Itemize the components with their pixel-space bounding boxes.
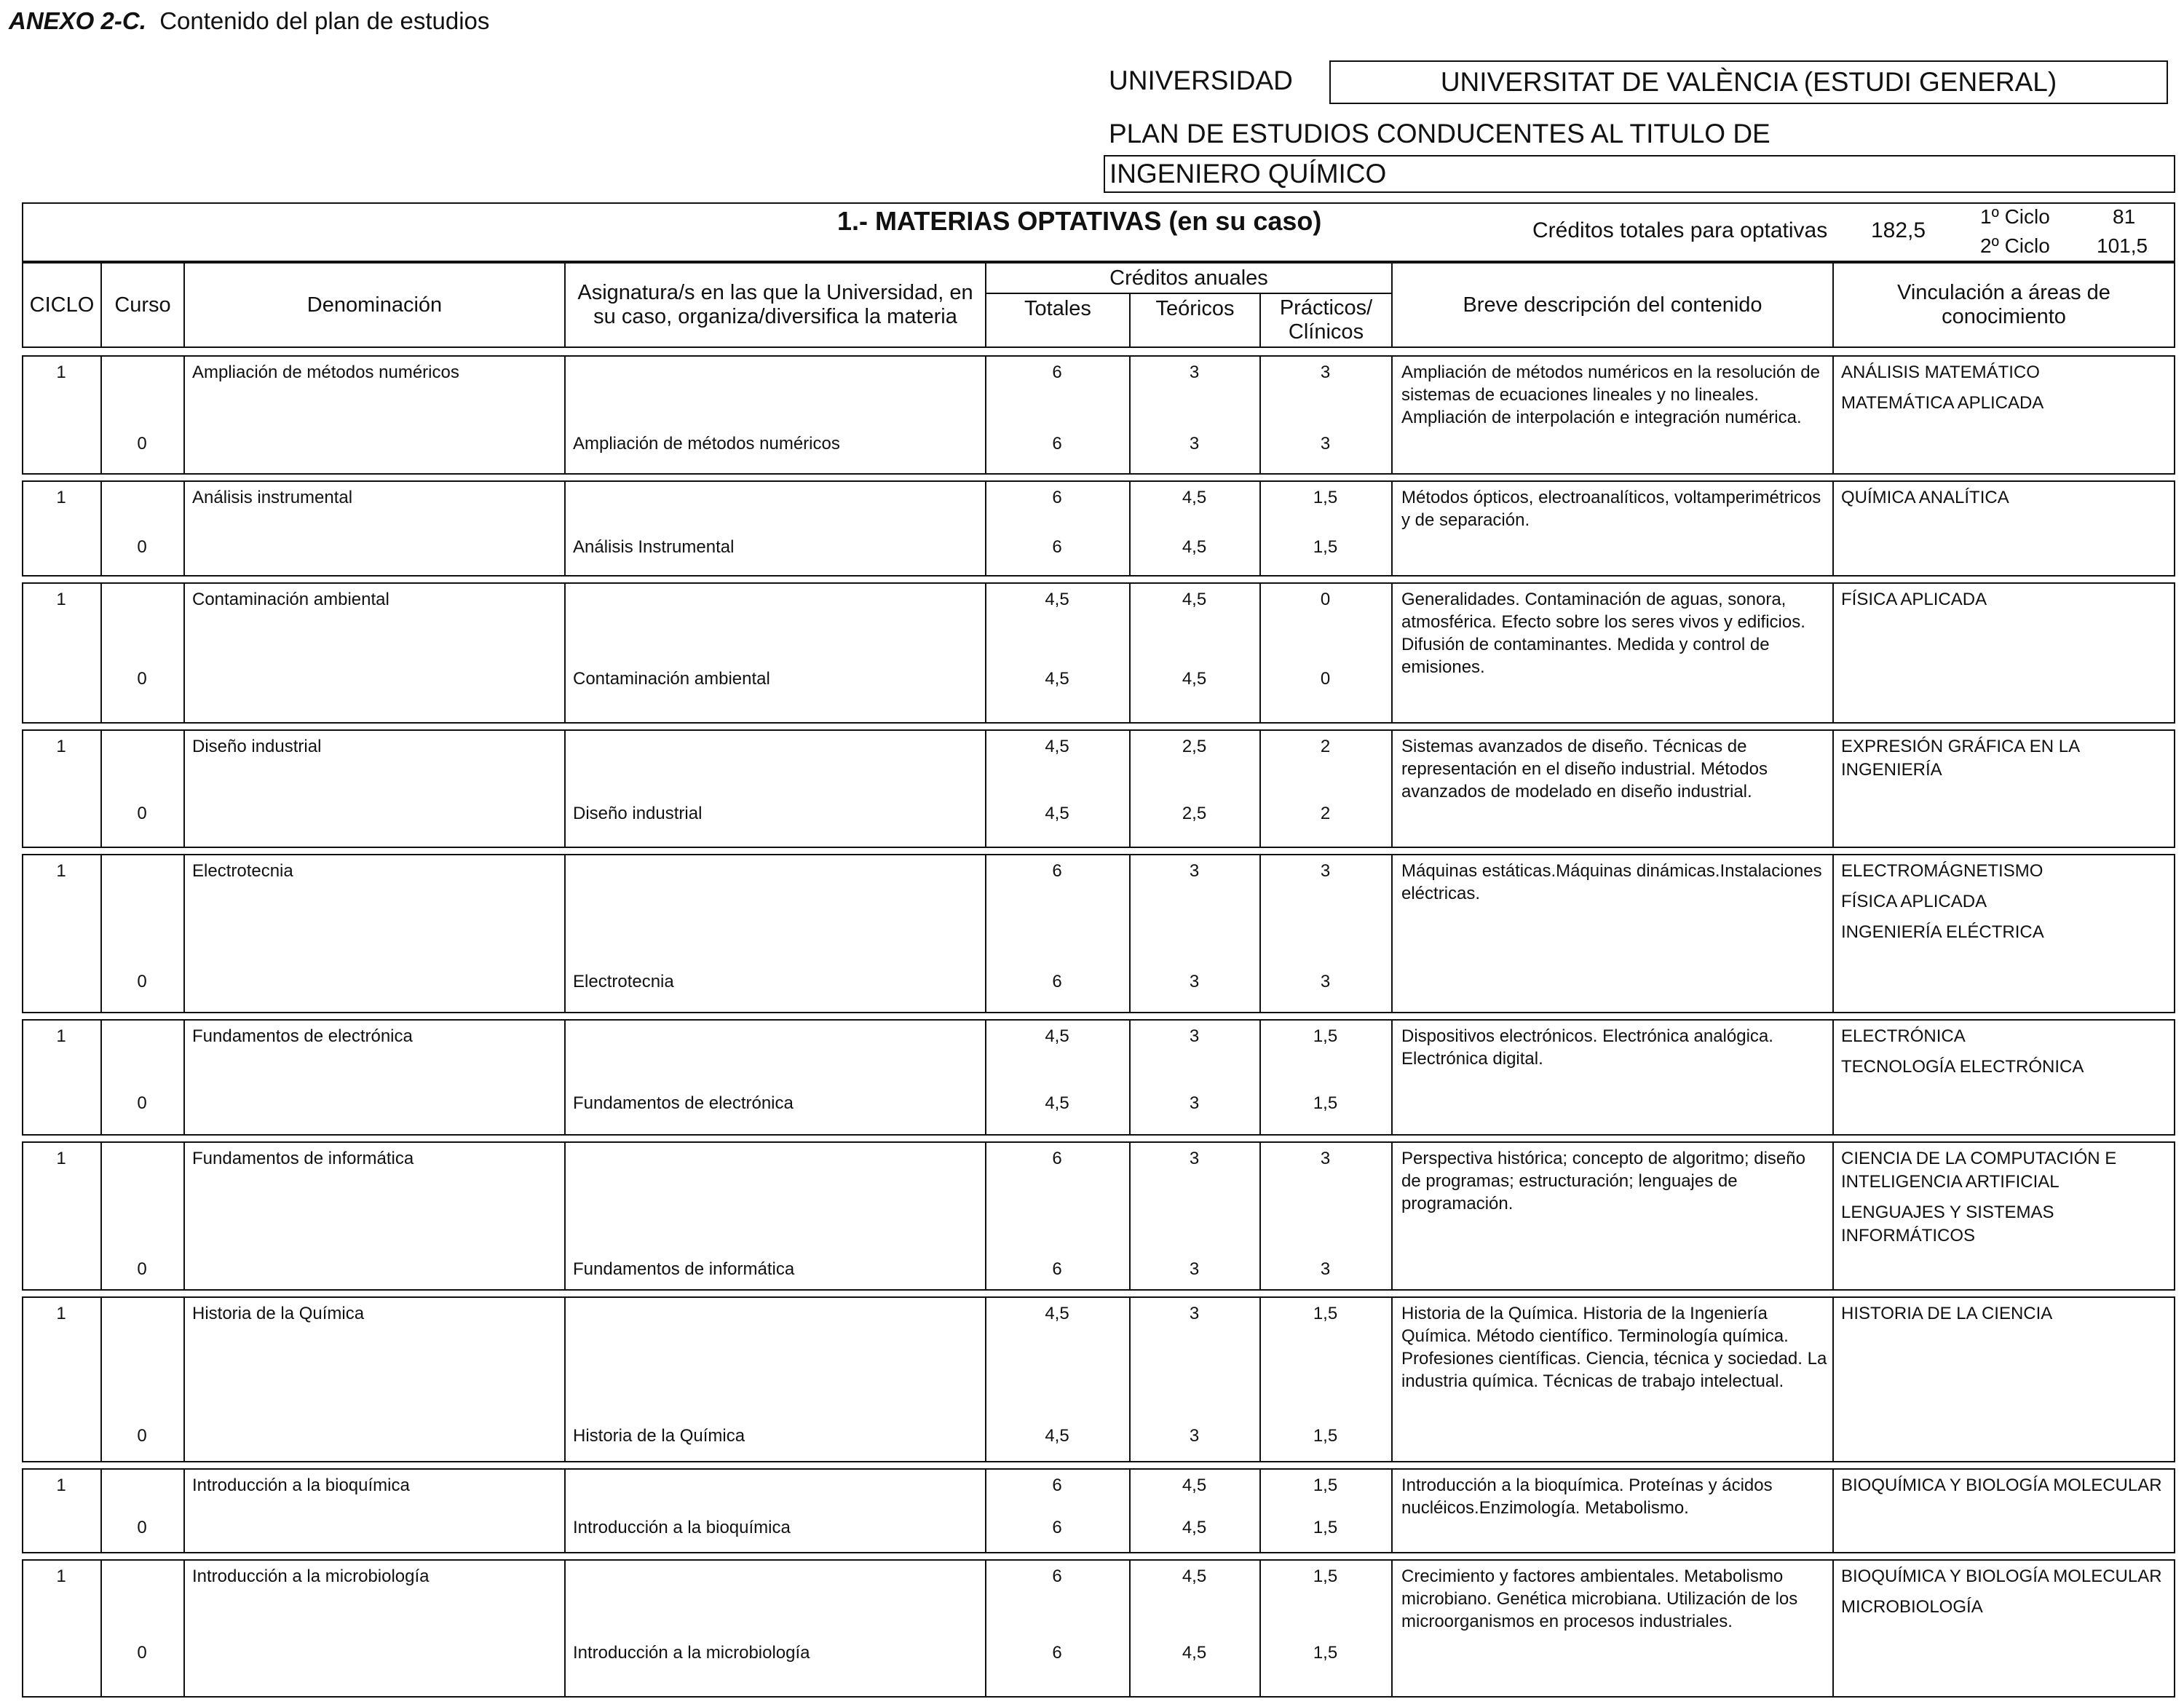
- area-item: ELECTRÓNICA: [1841, 1026, 1966, 1046]
- row-col-rule: [1391, 854, 1393, 1013]
- cell-asig-practicos: 1,5: [1313, 1643, 1338, 1663]
- cell-totales: 4,5: [1045, 1304, 1069, 1323]
- cell-materia: Fundamentos de informática: [192, 1149, 414, 1168]
- row-col-rule: [564, 582, 566, 724]
- row-col-rule: [183, 1296, 185, 1462]
- row-col-rule: [2174, 729, 2175, 848]
- area-item: LENGUAJES Y SISTEMAS INFORMÁTICOS: [1841, 1203, 2054, 1245]
- cell-totales: 6: [1052, 1567, 1062, 1586]
- annex-title: Contenido del plan de estudios: [159, 7, 490, 34]
- row-top-rule: [22, 1141, 2175, 1143]
- area-item: FÍSICA APLICADA: [1841, 892, 1987, 911]
- cell-totales: 6: [1052, 363, 1062, 382]
- row-bottom-rule: [22, 847, 2175, 848]
- row-col-rule: [1391, 1468, 1393, 1553]
- cell-curso: 0: [137, 1643, 147, 1663]
- row-top-rule: [22, 1468, 2175, 1470]
- cell-asig-practicos: 2: [1320, 804, 1331, 823]
- annex-heading: [9, 7, 489, 35]
- cell-asig-practicos: 1,5: [1313, 1426, 1338, 1446]
- cell-curso: 0: [137, 1093, 147, 1113]
- cell-materia: Ampliación de métodos numéricos: [192, 363, 459, 382]
- cell-asig-practicos: 1,5: [1313, 1093, 1338, 1113]
- cell-descripcion: Máquinas estáticas.Máquinas dinámicas.Instalaciones eléctricas.: [1401, 861, 1822, 903]
- cell-practicos: 1,5: [1313, 488, 1338, 507]
- cell-curso: 0: [137, 537, 147, 557]
- cell-teoricos: 4,5: [1182, 1567, 1207, 1586]
- row-col-rule: [564, 355, 566, 475]
- area-item: CIENCIA DE LA COMPUTACIÓN E INTELIGENCIA ARTIFICIAL: [1841, 1149, 2117, 1192]
- cell-materia: Análisis instrumental: [192, 488, 353, 507]
- row-col-rule: [1832, 854, 1834, 1013]
- col-denominacion: Denominación: [306, 293, 443, 317]
- cell-asignatura: Introducción a la microbiología: [573, 1643, 810, 1663]
- row-col-rule: [1391, 1296, 1393, 1462]
- cell-asig-teoricos: 3: [1189, 972, 1200, 991]
- cell-totales: 6: [1052, 1476, 1062, 1495]
- cell-asignatura: Análisis Instrumental: [573, 537, 735, 557]
- row-col-rule: [564, 854, 566, 1013]
- row-col-rule: [100, 480, 102, 577]
- cell-curso: 0: [137, 804, 147, 823]
- cell-curso: 0: [137, 972, 147, 991]
- cell-practicos: 3: [1320, 1149, 1331, 1168]
- row-col-rule: [1391, 582, 1393, 724]
- university-name: UNIVERSITAT DE VALÈNCIA (ESTUDI GENERAL): [1329, 60, 2168, 104]
- row-col-rule: [1391, 1019, 1393, 1136]
- cell-descripcion: Sistemas avanzados de diseño. Técnicas de representación en el diseño industrial. Métodos avanzados de modelado en diseño industrial.: [1401, 737, 1768, 801]
- cell-asig-totales: 4,5: [1045, 804, 1069, 823]
- col-descripcion: Breve descripción del contenido: [1463, 293, 1762, 317]
- row-col-rule: [183, 1468, 185, 1553]
- col-creditos: Créditos anuales: [1109, 266, 1268, 290]
- row-top-rule: [22, 1296, 2175, 1298]
- cell-asig-totales: 6: [1052, 972, 1062, 991]
- cell-practicos: 3: [1320, 363, 1331, 382]
- cell-descripcion: Generalidades. Contaminación de aguas, sonora, atmosférica. Efecto sobre los seres vivos y edificios. Difusión de contaminantes. Medida y control de emisiones.: [1401, 590, 1805, 677]
- cell-areas: [1841, 735, 2169, 789]
- cell-asig-practicos: 1,5: [1313, 537, 1338, 557]
- cell-practicos: 2: [1320, 737, 1331, 756]
- row-col-rule: [183, 729, 185, 848]
- col-teoricos: Teóricos: [1155, 296, 1235, 320]
- cell-descripcion: Historia de la Química. Historia de la Ingeniería Química. Método científico. Terminología química. Profesiones científicas. Ciencia, técnica y sociedad. La industria química. Técnicas de trabajo intelectual.: [1401, 1304, 1827, 1391]
- cell-asig-teoricos: 4,5: [1182, 537, 1207, 557]
- cell-teoricos: 4,5: [1182, 488, 1207, 507]
- cell-areas: [1841, 1565, 2169, 1626]
- row-col-rule: [2174, 1141, 2175, 1291]
- cell-practicos: 3: [1320, 861, 1331, 881]
- row-col-rule: [1832, 582, 1834, 724]
- row-col-rule: [564, 1468, 566, 1553]
- row-bottom-rule: [22, 1012, 2175, 1013]
- cycle1-value: 81: [2113, 205, 2136, 228]
- row-bottom-rule: [22, 722, 2175, 724]
- cell-asig-practicos: 3: [1320, 434, 1331, 454]
- row-col-rule: [1832, 729, 1834, 848]
- cell-totales: 4,5: [1045, 1026, 1069, 1046]
- cell-ciclo: 1: [56, 1567, 66, 1586]
- row-top-rule: [22, 355, 2175, 357]
- cell-asig-totales: 4,5: [1045, 1093, 1069, 1113]
- row-col-rule: [1832, 1468, 1834, 1553]
- col-vinculacion: Vinculación a áreas de conocimiento: [1897, 281, 2110, 328]
- cell-asig-totales: 4,5: [1045, 669, 1069, 689]
- row-col-rule: [183, 355, 185, 475]
- cell-ciclo: 1: [56, 363, 66, 382]
- cell-materia: Electrotecnia: [192, 861, 293, 881]
- cell-curso: 0: [137, 1426, 147, 1446]
- cell-materia: Historia de la Química: [192, 1304, 365, 1323]
- row-top-rule: [22, 729, 2175, 731]
- cycle2-label: 2º Ciclo: [1980, 234, 2050, 257]
- row-col-rule: [1391, 1559, 1393, 1698]
- section-title: 1.- MATERIAS OPTATIVAS (en su caso): [837, 206, 1322, 236]
- cell-totales: 4,5: [1045, 737, 1069, 756]
- cell-teoricos: 3: [1189, 1304, 1200, 1323]
- cell-teoricos: 2,5: [1182, 737, 1207, 756]
- row-col-rule: [100, 1468, 102, 1553]
- row-top-rule: [22, 1559, 2175, 1561]
- area-item: MICROBIOLOGÍA: [1841, 1597, 1983, 1617]
- row-col-rule: [2174, 1468, 2175, 1553]
- area-item: BIOQUÍMICA Y BIOLOGÍA MOLECULAR: [1841, 1567, 2162, 1586]
- cell-asig-practicos: 0: [1320, 669, 1331, 689]
- cell-practicos: 1,5: [1313, 1026, 1338, 1046]
- cell-areas: [1841, 1302, 2169, 1333]
- row-top-rule: [22, 480, 2175, 482]
- row-bottom-rule: [22, 1696, 2175, 1698]
- row-col-rule: [1832, 480, 1834, 577]
- row-col-rule: [183, 1559, 185, 1698]
- row-col-rule: [183, 1141, 185, 1291]
- row-col-rule: [1391, 729, 1393, 848]
- cell-areas: [1841, 588, 2169, 619]
- cell-asig-totales: 6: [1052, 1643, 1062, 1663]
- cell-asig-totales: 6: [1052, 1518, 1062, 1537]
- cell-areas: [1841, 361, 2169, 422]
- university-label: UNIVERSIDAD: [1109, 66, 1293, 95]
- area-item: ELECTROMÁGNETISMO: [1841, 861, 2043, 881]
- cell-asig-teoricos: 3: [1189, 1426, 1200, 1446]
- cell-asignatura: Historia de la Química: [573, 1426, 745, 1446]
- cell-ciclo: 1: [56, 1476, 66, 1495]
- cell-asig-teoricos: 3: [1189, 1259, 1200, 1279]
- cell-materia: Introducción a la microbiología: [192, 1567, 430, 1586]
- cell-areas: [1841, 1474, 2169, 1505]
- cell-totales: 6: [1052, 488, 1062, 507]
- row-col-rule: [1832, 1141, 1834, 1291]
- cell-asig-teoricos: 4,5: [1182, 669, 1207, 689]
- cell-practicos: 0: [1320, 590, 1331, 609]
- header-bottom-rule: [22, 346, 2175, 348]
- row-col-rule: [2174, 582, 2175, 724]
- row-col-rule: [100, 729, 102, 848]
- cell-totales: 4,5: [1045, 590, 1069, 609]
- cell-ciclo: 1: [56, 861, 66, 881]
- cell-ciclo: 1: [56, 488, 66, 507]
- row-col-rule: [1832, 355, 1834, 475]
- cell-ciclo: 1: [56, 1149, 66, 1168]
- row-col-rule: [1391, 355, 1393, 475]
- cell-curso: 0: [137, 434, 147, 454]
- cell-curso: 0: [137, 1518, 147, 1537]
- row-col-rule: [100, 1019, 102, 1136]
- cell-descripcion: Ampliación de métodos numéricos en la resolución de sistemas de ecuaciones lineales y no lineales. Ampliación de interpolación e integración numérica.: [1401, 363, 1820, 427]
- cell-materia: Fundamentos de electrónica: [192, 1026, 413, 1046]
- row-bottom-rule: [22, 1289, 2175, 1291]
- area-item: FÍSICA APLICADA: [1841, 590, 1987, 609]
- area-item: ANÁLISIS MATEMÁTICO: [1841, 363, 2040, 382]
- cell-asignatura: Contaminación ambiental: [573, 669, 770, 689]
- row-col-rule: [564, 729, 566, 848]
- cell-asig-teoricos: 3: [1189, 1093, 1200, 1113]
- row-bottom-rule: [22, 1461, 2175, 1462]
- area-item: QUÍMICA ANALÍTICA: [1841, 488, 2009, 507]
- row-col-rule: [564, 1296, 566, 1462]
- row-col-rule: [2174, 355, 2175, 475]
- cell-materia: Diseño industrial: [192, 737, 322, 756]
- row-col-rule: [1391, 480, 1393, 577]
- row-col-rule: [564, 1141, 566, 1291]
- cell-materia: Contaminación ambiental: [192, 590, 389, 609]
- cell-descripcion: Dispositivos electrónicos. Electrónica analógica. Electrónica digital.: [1401, 1026, 1773, 1069]
- cell-asignatura: Introducción a la bioquímica: [573, 1518, 791, 1537]
- cell-asig-teoricos: 4,5: [1182, 1518, 1207, 1537]
- annex-label: ANEXO 2-C.: [9, 7, 146, 34]
- area-item: EXPRESIÓN GRÁFICA EN LA INGENIERÍA: [1841, 737, 2079, 780]
- cell-teoricos: 4,5: [1182, 1476, 1207, 1495]
- cell-areas: [1841, 1147, 2169, 1255]
- row-col-rule: [2174, 1019, 2175, 1136]
- cell-areas: [1841, 1025, 2169, 1086]
- credits-total-label: Créditos totales para optativas: [1532, 218, 1828, 242]
- col-totales: Totales: [1024, 296, 1091, 320]
- col-practicos: Prácticos/ Clínicos: [1279, 296, 1373, 344]
- row-col-rule: [183, 582, 185, 724]
- row-bottom-rule: [22, 575, 2175, 577]
- row-col-rule: [183, 854, 185, 1013]
- cell-asignatura: Ampliación de métodos numéricos: [573, 434, 840, 454]
- cell-asignatura: Fundamentos de informática: [573, 1259, 795, 1279]
- row-col-rule: [183, 1019, 185, 1136]
- plan-label: PLAN DE ESTUDIOS CONDUCENTES AL TITULO DE: [1109, 119, 1770, 148]
- cell-teoricos: 4,5: [1182, 590, 1207, 609]
- col-asignatura: Asignatura/s en las que la Universidad, en su caso, organiza/diversifica la materia: [577, 281, 973, 328]
- cell-ciclo: 1: [56, 590, 66, 609]
- cell-teoricos: 3: [1189, 363, 1200, 382]
- row-col-rule: [564, 1559, 566, 1698]
- cell-asignatura: Fundamentos de electrónica: [573, 1093, 794, 1113]
- row-top-rule: [22, 582, 2175, 584]
- area-item: MATEMÁTICA APLICADA: [1841, 393, 2044, 413]
- cell-asig-practicos: 1,5: [1313, 1518, 1338, 1537]
- cell-practicos: 1,5: [1313, 1567, 1338, 1586]
- row-col-rule: [1832, 1296, 1834, 1462]
- row-top-rule: [22, 1019, 2175, 1021]
- cell-ciclo: 1: [56, 737, 66, 756]
- row-col-rule: [183, 480, 185, 577]
- cell-ciclo: 1: [56, 1026, 66, 1046]
- row-top-rule: [22, 854, 2175, 855]
- cell-asig-totales: 6: [1052, 1259, 1062, 1279]
- row-col-rule: [1832, 1559, 1834, 1698]
- row-col-rule: [100, 582, 102, 724]
- cell-materia: Introducción a la bioquímica: [192, 1476, 410, 1495]
- cell-asig-teoricos: 2,5: [1182, 804, 1207, 823]
- row-bottom-rule: [22, 1134, 2175, 1136]
- cell-asig-practicos: 3: [1320, 972, 1331, 991]
- row-bottom-rule: [22, 1552, 2175, 1553]
- col-ciclo: CICLO: [29, 293, 95, 317]
- cell-teoricos: 3: [1189, 1149, 1200, 1168]
- cell-areas: [1841, 486, 2169, 517]
- cell-curso: 0: [137, 669, 147, 689]
- cell-areas: [1841, 860, 2169, 951]
- row-col-rule: [2174, 480, 2175, 577]
- area-item: HISTORIA DE LA CIENCIA: [1841, 1304, 2053, 1323]
- cell-asig-totales: 6: [1052, 434, 1062, 454]
- cell-asig-totales: 6: [1052, 537, 1062, 557]
- cell-descripcion: Métodos ópticos, electroanalíticos, voltamperimétricos y de separación.: [1401, 488, 1821, 530]
- cycle2-value: 101,5: [2097, 234, 2148, 257]
- col-curso: Curso: [114, 293, 171, 317]
- area-item: BIOQUÍMICA Y BIOLOGÍA MOLECULAR: [1841, 1476, 2162, 1495]
- row-col-rule: [2174, 1559, 2175, 1698]
- cell-teoricos: 3: [1189, 861, 1200, 881]
- row-col-rule: [2174, 854, 2175, 1013]
- row-col-rule: [1391, 1141, 1393, 1291]
- cell-descripcion: Perspectiva histórica; concepto de algoritmo; diseño de programas; estructuración; lenguajes de programación.: [1401, 1149, 1805, 1213]
- cell-asig-teoricos: 3: [1189, 434, 1200, 454]
- row-col-rule: [100, 355, 102, 475]
- degree-title: INGENIERO QUÍMICO: [1104, 155, 2175, 193]
- cell-ciclo: 1: [56, 1304, 66, 1323]
- row-col-rule: [564, 1019, 566, 1136]
- cell-totales: 6: [1052, 861, 1062, 881]
- cell-teoricos: 3: [1189, 1026, 1200, 1046]
- row-col-rule: [2174, 1296, 2175, 1462]
- row-col-rule: [100, 1559, 102, 1698]
- cycle1-label: 1º Ciclo: [1980, 205, 2050, 228]
- area-item: INGENIERÍA ELÉCTRICA: [1841, 922, 2044, 942]
- row-bottom-rule: [22, 473, 2175, 475]
- cell-asignatura: Electrotecnia: [573, 972, 674, 991]
- area-item: TECNOLOGÍA ELECTRÓNICA: [1841, 1057, 2084, 1077]
- row-col-rule: [1832, 1019, 1834, 1136]
- cell-practicos: 1,5: [1313, 1476, 1338, 1495]
- credits-total-value: 182,5: [1871, 218, 1926, 242]
- cell-asig-practicos: 3: [1320, 1259, 1331, 1279]
- row-col-rule: [564, 480, 566, 577]
- cell-asig-teoricos: 4,5: [1182, 1643, 1207, 1663]
- cell-descripcion: Crecimiento y factores ambientales. Metabolismo microbiano. Genética microbiana. Utilización de los microorganismos en procesos industriales.: [1401, 1567, 1798, 1631]
- cell-practicos: 1,5: [1313, 1304, 1338, 1323]
- cell-curso: 0: [137, 1259, 147, 1279]
- cell-asig-totales: 4,5: [1045, 1426, 1069, 1446]
- cell-descripcion: Introducción a la bioquímica. Proteínas y ácidos nucléicos.Enzimología. Metabolismo.: [1401, 1476, 1773, 1518]
- cell-totales: 6: [1052, 1149, 1062, 1168]
- cell-asignatura: Diseño industrial: [573, 804, 703, 823]
